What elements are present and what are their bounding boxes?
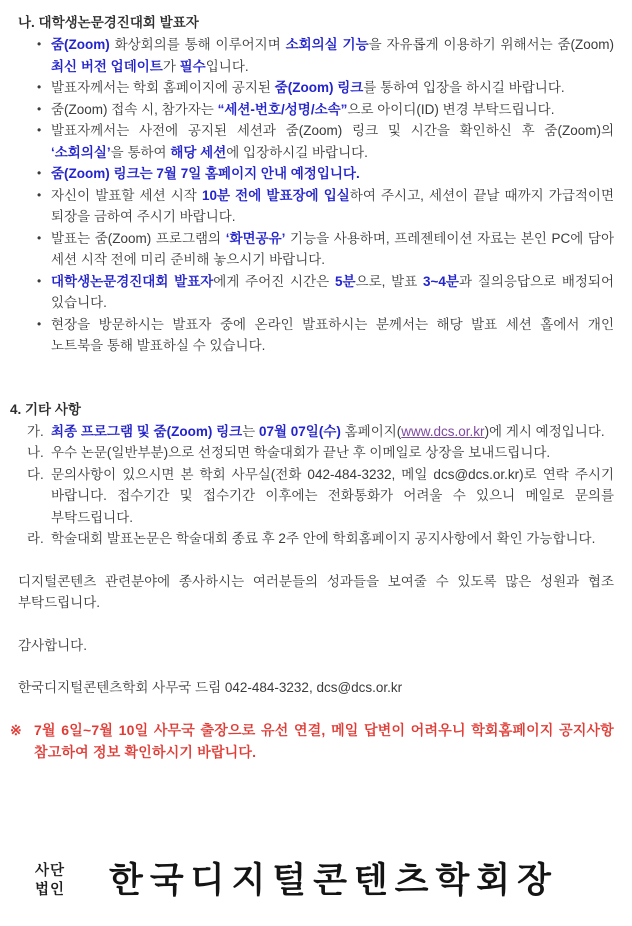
text-run: 으로, 발표 — [355, 273, 424, 289]
text-run: 입니다. — [205, 58, 249, 74]
homepage-link[interactable]: www.dcs.or.kr — [401, 423, 485, 439]
bullet-item — [18, 77, 614, 99]
section-presenters — [18, 12, 614, 357]
text-run: 발표자께서는 학회 홈페이지에 공지된 — [51, 80, 275, 95]
misc-item-list — [18, 421, 614, 550]
text-run: 를 통하여 입장을 하시길 바랍니다. — [363, 80, 565, 95]
corp-type — [35, 862, 65, 900]
section-misc — [10, 399, 614, 550]
text-run: 기능을 사용하며, 프레젠테이션 자료는 본인 PC에 담아 세션 시작 전에 미리 준비해 놓으시기 바랍니다. — [51, 230, 614, 267]
text-run: )에 게시 예정입니다. — [484, 423, 605, 439]
text-run: 소회의실 기능 — [285, 37, 369, 52]
text-run: 최종 프로그램 및 줌(Zoom) 링크 — [51, 423, 243, 439]
text-run: 하여 주시고, 세션이 끝날 때까지 가급적이면 퇴장을 금하여 주시기 바랍니다. — [51, 187, 614, 224]
thanks-paragraph: 감사합니다. — [18, 637, 87, 653]
text-run: 화상회의를 통해 이루어지며 — [109, 37, 286, 52]
text-run: 는 — [242, 423, 259, 439]
text-run: 우수 논문(일반부분)으로 선정되면 학술대회가 끝난 후 이메일로 상장을 보내드립니다. — [51, 445, 551, 460]
item-label: 다. — [27, 466, 44, 482]
text-run: “세션-번호/성명/소속” — [217, 101, 348, 117]
bullet-item — [18, 99, 614, 121]
text-run: 5분 — [334, 273, 356, 289]
misc-item — [18, 464, 614, 529]
text-run: 해당 세션 — [170, 144, 227, 160]
text-run: 줌(Zoom) — [51, 37, 110, 52]
text-run: 에게 주어진 시간은 — [213, 273, 335, 289]
item-label: 라. — [27, 531, 44, 546]
item-label: 나. — [27, 445, 44, 460]
signature-text: 한국디지털콘텐츠학회장 — [109, 859, 558, 901]
text-run: 07월 07일(수) — [258, 423, 341, 439]
text-run: 과 질의응답으로 배정되어 있습니다. — [51, 273, 614, 310]
text-run: ‘소회의실’ — [51, 144, 111, 160]
text-run: 으로 아이디(ID) 변경 부탁드립니다. — [347, 101, 555, 117]
item-body — [51, 467, 614, 525]
notice-red — [10, 719, 614, 763]
text-run: 7월 6일~7월 10일 사무국 출장으로 유선 연결, 메일 답변이 어려우니 학회홈페이지 공지사항 참고하여 정보 확인하시기 바랍니다. — [34, 721, 614, 760]
closing-paragraph: 디지털콘텐츠 관련분야에 종사하시는 여러분들의 성과들을 보여줄 수 있도록 많은 성원과 협조 부탁드립니다. — [18, 573, 614, 610]
bullet-item — [18, 185, 614, 228]
item-body — [51, 531, 595, 546]
text-run: 10분 전에 발표장에 입실 — [201, 187, 350, 203]
text-run: 을 통하여 — [110, 144, 171, 160]
text-run: 현장을 방문하시는 발표자 중에 온라인 발표하시는 분께서는 해당 발표 세션 홀에서 개인 노트북을 통해 발표하실 수 있습니다. — [51, 316, 614, 353]
text-run: 3~4분 — [423, 273, 459, 289]
text-run: 홈페이지( — [340, 423, 402, 439]
bullet-item — [18, 163, 614, 185]
presenter-bullet-list — [18, 34, 614, 357]
text-run: 문의사항이 있으시면 본 학회 사무실(전화 042-484-3232, 메일 dcs@dcs.or.kr)로 연락 주시기 바랍니다. 접수기간 및 접수기간 이후에는 전화통화가 어려울 수 있으니 메일로 문의를 부탁드립니다. — [51, 466, 614, 525]
text-run: 자신이 발표할 세션 시작 — [51, 187, 202, 203]
text-run: 발표는 줌(Zoom) 프로그램의 — [51, 230, 226, 246]
bullet-item — [18, 228, 614, 271]
bullet-item — [18, 120, 614, 163]
section-heading: 나. 대학생논문경진대회 발표자 — [18, 15, 199, 30]
text-run: 줌(Zoom) 링크 — [274, 80, 364, 95]
text-run: 대학생논문경진대회 발표자 — [51, 273, 214, 289]
text-run: 가 — [162, 58, 180, 74]
bullet-item — [18, 34, 614, 77]
section-heading: 4. 기타 사항 — [10, 401, 81, 417]
item-body — [51, 424, 605, 439]
text-run: 줌(Zoom) 접속 시, 참가자는 — [51, 101, 218, 117]
bullet-item — [18, 314, 614, 357]
footer-signature-block — [18, 861, 614, 901]
text-run: 줌(Zoom) 링크는 7월 7일 홈페이지 안내 예정입니다. — [51, 166, 360, 181]
text-run: 에 입장하시길 바랍니다. — [226, 144, 368, 160]
text-run: 발표자께서는 사전에 공지된 세션과 줌(Zoom) 링크 및 시간을 확인하신 후 줌(Zoom)의 — [51, 123, 614, 138]
corp-type-line: 법인 — [35, 881, 66, 898]
bullet-item — [18, 271, 614, 314]
corp-type-line: 사단 — [35, 862, 66, 879]
misc-item — [18, 528, 614, 550]
notice-marker-icon: ※ — [10, 721, 22, 738]
text-run: 최신 버전 업데이트 — [51, 58, 163, 74]
text-run: ‘화면공유’ — [225, 230, 286, 246]
notice-text — [34, 722, 614, 760]
misc-item — [18, 442, 614, 464]
item-label: 가. — [27, 423, 44, 439]
misc-item — [18, 421, 614, 443]
text-run: 을 자유롭게 이용하기 위해서는 줌(Zoom) — [368, 37, 615, 52]
office-signoff: 한국디지털콘텐츠학회 사무국 드림 042-484-3232, dcs@dcs.or.kr — [18, 680, 403, 695]
item-body — [51, 445, 550, 460]
text-run: 학술대회 발표논문은 학술대회 종료 후 2주 안에 학회홈페이지 공지사항에서 확인 가능합니다. — [51, 531, 596, 546]
text-run: 필수 — [179, 58, 206, 74]
